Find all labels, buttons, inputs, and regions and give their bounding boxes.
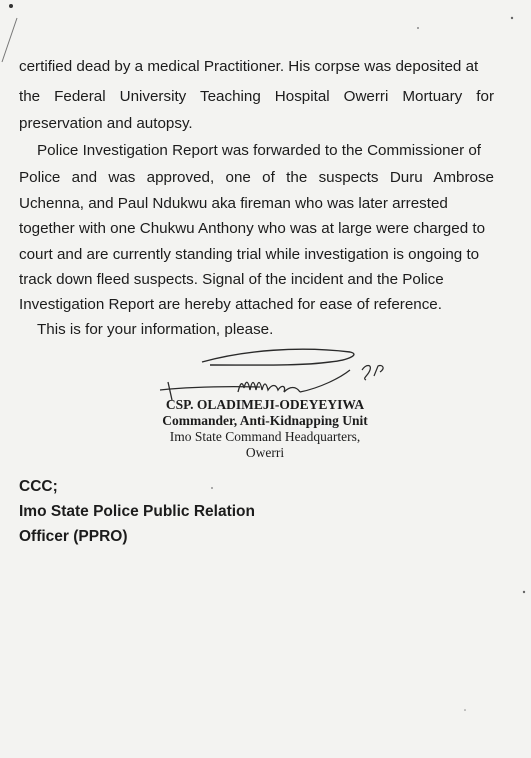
body-text-line: together with one Chukwu Anthony who was at large were charged to (19, 220, 486, 237)
body-text-line: Police Investigation Report was forwarded to the Commissioner of (37, 142, 482, 159)
signatory-location: Owerri (245, 445, 285, 460)
closing-line: This is for your information, please. (37, 321, 274, 338)
body-text-line: the Federal University Teaching Hospital Owerri Mortuary for (19, 88, 494, 105)
body-text-line: Police and was approved, one of the suspects Duru Ambrose (19, 169, 494, 186)
cc-recipient-line: Imo State Police Public Relation (19, 503, 255, 520)
signatory-title: Commander, Anti-Kidnapping Unit (162, 413, 368, 428)
signatory-name: CSP. OLADIMEJI-ODEYEYIWA (165, 397, 365, 412)
body-text-line: preservation and autopsy. (19, 115, 193, 132)
signatory-unit: Imo State Command Headquarters, (169, 429, 361, 444)
signature-block (145, 397, 385, 461)
body-text-line: track down fleed suspects. Signal of the incident and the Police (19, 271, 444, 288)
body-text-line: court and are currently standing trial while investigation is ongoing to (19, 246, 480, 263)
body-text-line: certified dead by a medical Practitioner. His corpse was deposited at (19, 58, 479, 75)
body-text-line: Investigation Report are hereby attached for ease of reference. (19, 296, 442, 313)
body-text-line: Uchenna, and Paul Ndukwu aka fireman who was later arrested (19, 195, 448, 212)
cc-label: CCC; (19, 478, 58, 495)
cc-recipient-line: Officer (PPRO) (19, 528, 128, 545)
